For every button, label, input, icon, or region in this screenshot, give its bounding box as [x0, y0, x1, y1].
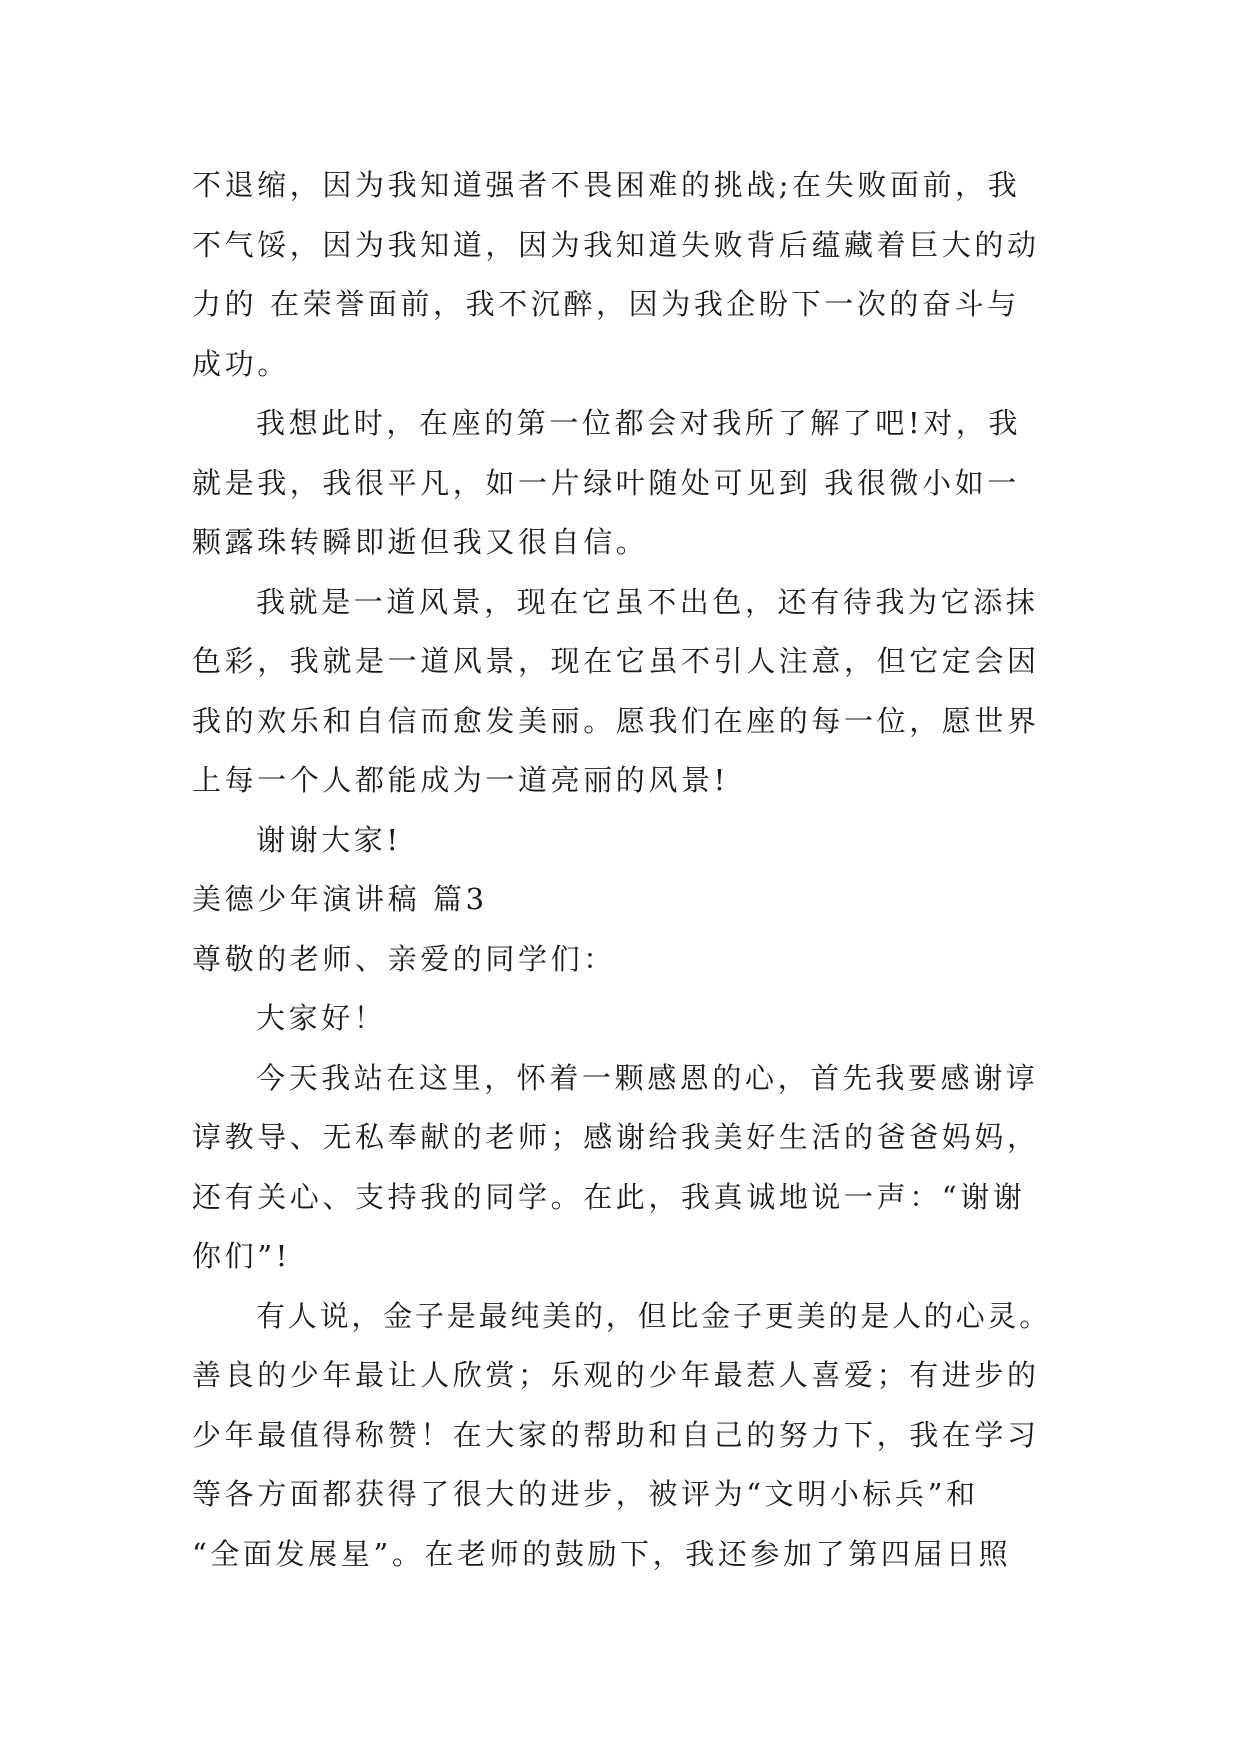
- text-line: 我就是一道风景，现在它虽不出色，还有待我为它添抹: [256, 584, 1039, 619]
- text-line: 大家好！: [256, 1001, 387, 1035]
- text-line: 你们”!: [192, 1239, 291, 1273]
- text-line: 不退缩，因为我知道强者不畏困难的挑战;在失败面前，我: [192, 168, 1021, 202]
- text-line: 就是我，我很平凡，如一片绿叶随处可见到 我很微小如一: [192, 465, 1020, 500]
- text-line: 谆教导、无私奉献的老师；感谢给我美好生活的爸爸妈妈，: [192, 1120, 1040, 1154]
- text-line: 我想此时，在座的第一位都会对我所了解了吧!对，我: [256, 406, 1022, 440]
- text-line: 不气馁，因为我知道，因为我知道失败背后蕴藏着巨大的动: [192, 227, 1040, 262]
- text-line: 美德少年演讲稿 篇3: [192, 882, 488, 916]
- text-line: 力的 在荣誉面前，我不沉醉，因为我企盼下一次的奋斗与: [192, 287, 1020, 321]
- text-line: 今天我站在这里，怀着一颗感恩的心，首先我要感谢谆: [256, 1060, 1039, 1095]
- text-line: 上每一个人都能成为一道亮丽的风景!: [192, 763, 729, 797]
- text-line: 成功。: [192, 346, 290, 381]
- text-line: 善良的少年最让人欣赏；乐观的少年最惹人喜爱；有进步的: [192, 1358, 1040, 1392]
- text-line: 尊敬的老师、亲爱的同学们：: [192, 941, 616, 976]
- text-line: 谢谢大家!: [256, 822, 402, 857]
- text-line: 色彩，我就是一道风景，现在它虽不引人注意，但它定会因: [192, 644, 1040, 678]
- document-body: [192, 156, 1052, 1584]
- text-line: 有人说，金子是最纯美的，但比金子更美的是人的心灵。: [256, 1298, 1052, 1333]
- text-line: 少年最值得称赞！在大家的帮助和自己的努力下，我在学习: [192, 1417, 1040, 1452]
- text-line: 还有关心、支持我的同学。在此，我真诚地说一声：“谢谢: [192, 1179, 1026, 1214]
- text-line: 等各方面都获得了很大的进步，被评为“文明小标兵”和: [192, 1477, 979, 1511]
- text-line: “全面发展星”。在老师的鼓励下，我还参加了第四届日照: [192, 1536, 1012, 1571]
- text-line: 颗露珠转瞬即逝但我又很自信。: [192, 525, 649, 559]
- text-line: 我的欢乐和自信而愈发美丽。愿我们在座的每一位，愿世界: [192, 703, 1040, 738]
